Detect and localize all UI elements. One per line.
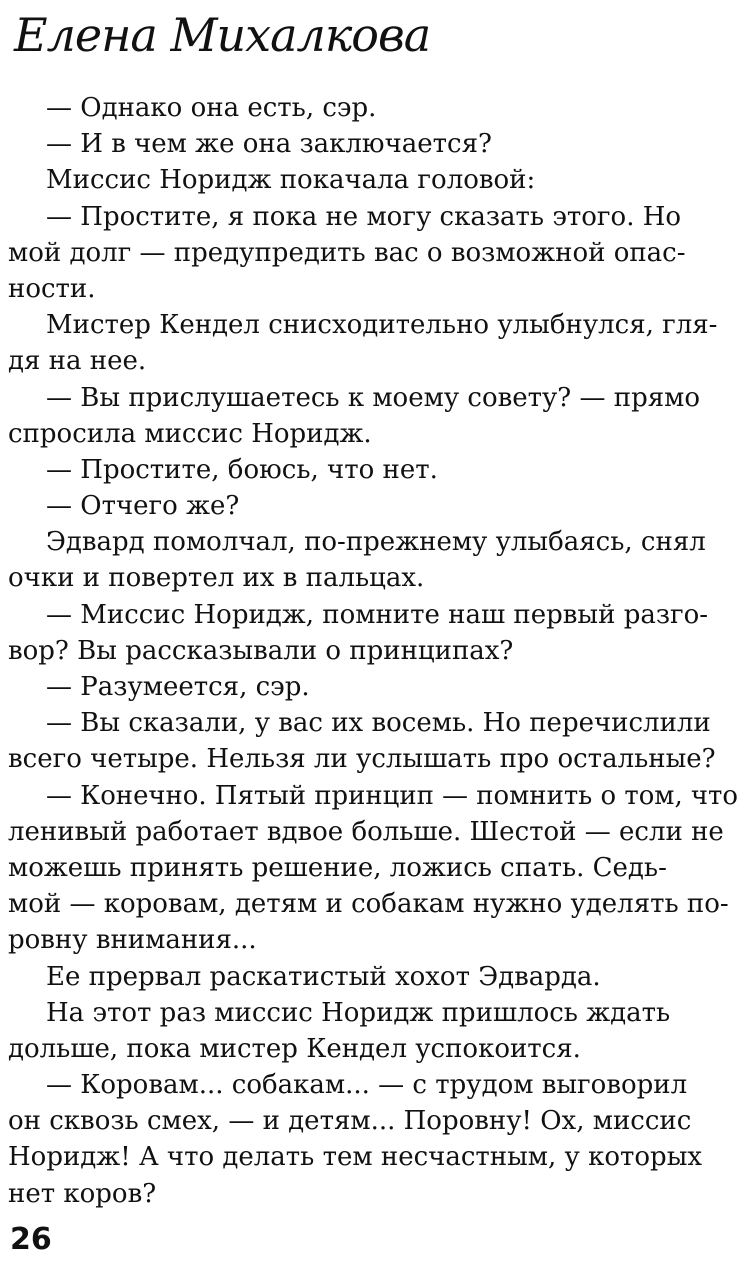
text-line: ности. (8, 273, 96, 304)
text-line: — Разумеется, сэр. (46, 672, 310, 702)
text-line: — Вы сказали, у вас их восемь. Но перечислили (46, 708, 711, 739)
text-line: — Однако она есть, сэр. (46, 93, 377, 123)
text-line: Мистер Кендел снисходительно улыбнулся, гля- (46, 310, 718, 341)
text-line: всего четыре. Нельзя ли услышать про остальные? (8, 744, 716, 775)
text-line: — Миссис Норидж, помните наш первый разго- (46, 599, 709, 630)
page-number: 26 (10, 1222, 52, 1257)
text-line: — Отчего же? (46, 491, 240, 522)
text-line: — Простите, я пока не могу сказать этого. Но (46, 201, 682, 232)
text-line: — Простите, боюсь, что нет. (46, 454, 438, 485)
text-line: дольше, пока мистер Кендел успокоится. (8, 1033, 581, 1064)
text-line: вор? Вы рассказывали о принципах? (8, 635, 514, 666)
text-line: — Вы прислушаетесь к моему совету? — прямо (46, 382, 701, 413)
text-line: ленивый работает вдвое больше. Шестой — если не (8, 816, 724, 847)
body-text (8, 90, 738, 1212)
text-line: дя на нее. (8, 346, 147, 377)
text-line: — Коровам... собакам... — с трудом выговорил (46, 1070, 688, 1101)
text-line: — И в чем же она заключается? (46, 129, 492, 160)
text-line: ровну внимания... (8, 925, 257, 956)
text-line: Миссис Норидж покачала головой: (46, 165, 536, 196)
text-line: На этот раз миссис Норидж пришлось ждать (46, 997, 671, 1028)
text-line: мой долг — предупредить вас о возможной опас- (8, 237, 686, 268)
text-line: мой — коровам, детям и собакам нужно уделять по- (8, 889, 729, 920)
text-line: Эдвард помолчал, по-прежнему улыбаясь, снял (46, 527, 706, 558)
text-line: — Конечно. Пятый принцип — помнить о том, что (46, 780, 738, 811)
text-line: очки и повертел их в пальцах. (8, 563, 425, 594)
text-line: можешь принять решение, ложись спать. Седь- (8, 852, 667, 883)
text-line: Норидж! А что делать тем несчастным, у которых (8, 1142, 703, 1173)
text-line: нет коров? (8, 1178, 157, 1209)
text-line: спросила миссис Норидж. (8, 418, 372, 449)
text-line: он сквозь смех, — и детям... Поровну! Ох, миссис (8, 1106, 692, 1137)
text-line: Ее прервал раскатистый хохот Эдварда. (46, 961, 601, 992)
running-header-author: Елена Михалкова (14, 8, 431, 62)
